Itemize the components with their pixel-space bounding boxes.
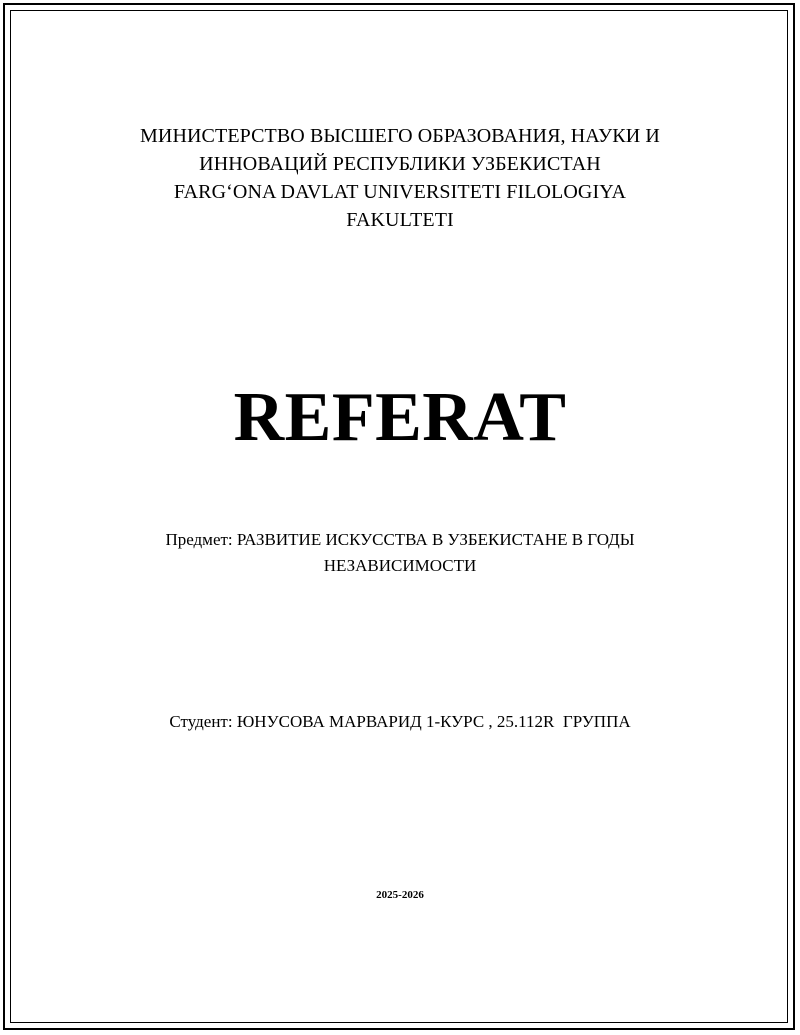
header-line-3: FARG‘ONA DAVLAT UNIVERSITETI FILOLOGIYA [173,181,627,203]
academic-years: 2025-2026 [376,889,424,901]
subject-line-1: Предмет: РАЗВИТИЕ ИСКУССТВА В УЗБЕКИСТАНЕ В ГОДЫ [165,530,635,549]
institution-header [0,122,800,234]
document-title: REFERAT [233,379,567,456]
header-line-4: FAKULTETI [346,209,454,231]
header-line-2: ИННОВАЦИЙ РЕСПУБЛИКИ УЗБЕКИСТАН [199,153,601,175]
student-info: Студент: ЮНУСОВА МАРВАРИД 1-КУРС , 25.112R ГРУППА [169,712,631,731]
header-line-1: МИНИСТЕРСТВО ВЫСШЕГО ОБРАЗОВАНИЯ, НАУКИ И [140,125,660,147]
subject-line-2: НЕЗАВИСИМОСТИ [323,556,477,575]
subject-block [0,527,800,579]
